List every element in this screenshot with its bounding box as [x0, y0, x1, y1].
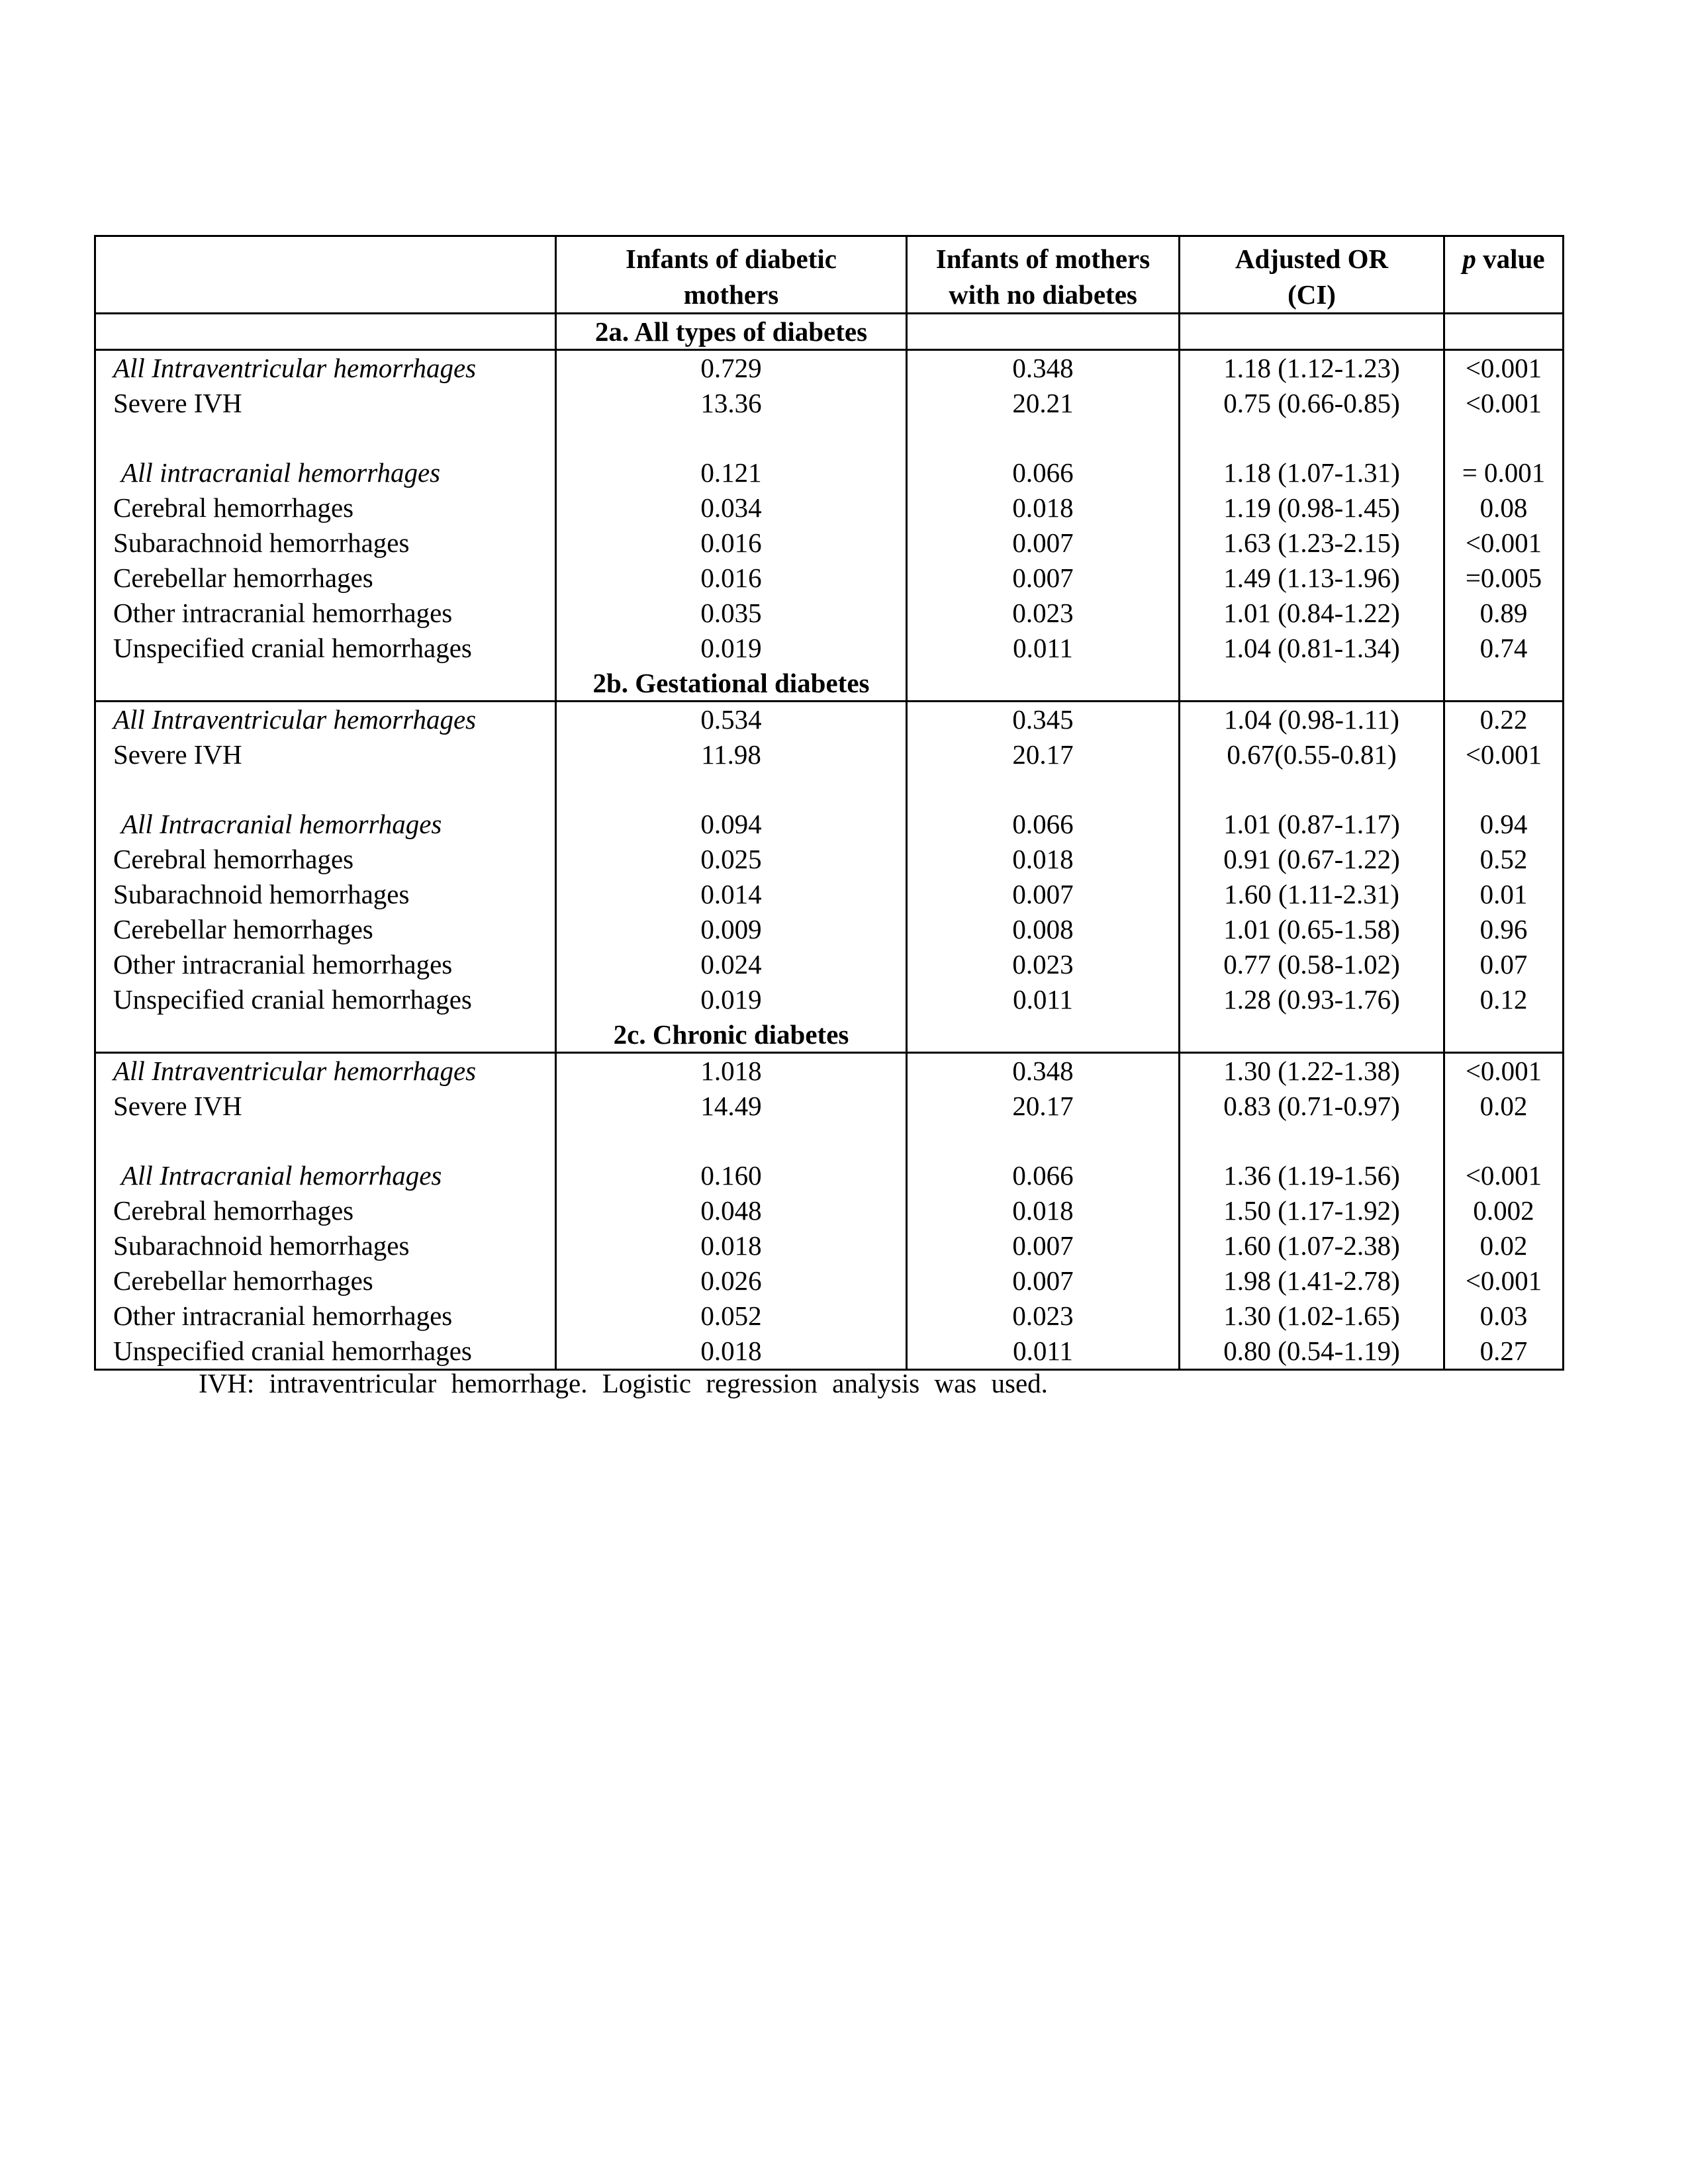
cell-no-diabetes: 0.011 — [907, 982, 1180, 1017]
row-label: All intracranial hemorrhages — [95, 455, 556, 490]
spacer-row — [95, 772, 1564, 807]
section-empty-cell — [907, 1017, 1180, 1053]
header-or-line1: Adjusted OR — [1235, 244, 1389, 274]
table-row — [95, 596, 1564, 631]
spacer-cell — [556, 772, 907, 807]
row-label: Severe IVH — [95, 386, 556, 421]
cell-p-value: <0.001 — [1444, 1158, 1564, 1193]
section-title: 2c. Chronic diabetes — [556, 1017, 907, 1053]
row-label: Cerebral hemorrhages — [95, 842, 556, 877]
cell-no-diabetes: 20.17 — [907, 1089, 1180, 1124]
cell-no-diabetes: 0.011 — [907, 631, 1180, 666]
section-header-row — [95, 314, 1564, 350]
cell-diabetic: 0.018 — [556, 1334, 907, 1370]
cell-adjusted-or: 1.63 (1.23-2.15) — [1180, 525, 1444, 561]
cell-no-diabetes: 0.007 — [907, 1228, 1180, 1263]
cell-no-diabetes: 0.018 — [907, 842, 1180, 877]
cell-diabetic: 0.019 — [556, 631, 907, 666]
cell-no-diabetes: 0.007 — [907, 561, 1180, 596]
header-p-italic: p — [1462, 244, 1476, 274]
row-label: Severe IVH — [95, 1089, 556, 1124]
cell-p-value: 0.89 — [1444, 596, 1564, 631]
section-header-row — [95, 1017, 1564, 1053]
cell-no-diabetes: 0.345 — [907, 702, 1180, 738]
cell-no-diabetes: 0.066 — [907, 455, 1180, 490]
row-label: Unspecified cranial hemorrhages — [95, 1334, 556, 1370]
cell-diabetic: 0.018 — [556, 1228, 907, 1263]
cell-diabetic: 0.026 — [556, 1263, 907, 1298]
table-row — [95, 947, 1564, 982]
row-label: Cerebral hemorrhages — [95, 490, 556, 525]
row-label: Subarachnoid hemorrhages — [95, 877, 556, 912]
header-diabetic-line1: Infants of diabetic — [626, 244, 837, 274]
cell-diabetic: 0.009 — [556, 912, 907, 947]
cell-adjusted-or: 0.91 (0.67-1.22) — [1180, 842, 1444, 877]
table-row — [95, 1089, 1564, 1124]
header-diabetic-mothers — [556, 236, 907, 314]
cell-no-diabetes: 0.007 — [907, 525, 1180, 561]
row-label: Unspecified cranial hemorrhages — [95, 982, 556, 1017]
cell-adjusted-or: 1.28 (0.93-1.76) — [1180, 982, 1444, 1017]
table-row — [95, 842, 1564, 877]
section-empty-cell — [907, 666, 1180, 702]
cell-adjusted-or: 0.80 (0.54-1.19) — [1180, 1334, 1444, 1370]
spacer-cell — [1444, 421, 1564, 455]
spacer-cell — [95, 1124, 556, 1158]
section-empty-cell — [1444, 314, 1564, 350]
cell-no-diabetes: 0.018 — [907, 1193, 1180, 1228]
cell-no-diabetes: 20.17 — [907, 737, 1180, 772]
cell-adjusted-or: 0.67(0.55-0.81) — [1180, 737, 1444, 772]
spacer-row — [95, 1124, 1564, 1158]
section-empty-cell — [95, 1017, 556, 1053]
table-row — [95, 1158, 1564, 1193]
cell-no-diabetes: 0.008 — [907, 912, 1180, 947]
cell-p-value: 0.74 — [1444, 631, 1564, 666]
cell-p-value: 0.12 — [1444, 982, 1564, 1017]
row-label: Subarachnoid hemorrhages — [95, 525, 556, 561]
spacer-cell — [1180, 772, 1444, 807]
table-row — [95, 1263, 1564, 1298]
table-row — [95, 702, 1564, 738]
cell-adjusted-or: 1.19 (0.98-1.45) — [1180, 490, 1444, 525]
table-row — [95, 350, 1564, 387]
row-label: Cerebellar hemorrhages — [95, 1263, 556, 1298]
cell-no-diabetes: 0.023 — [907, 947, 1180, 982]
row-label: All Intracranial hemorrhages — [95, 1158, 556, 1193]
row-label: Other intracranial hemorrhages — [95, 1298, 556, 1334]
cell-p-value: 0.002 — [1444, 1193, 1564, 1228]
table-row — [95, 807, 1564, 842]
cell-p-value: <0.001 — [1444, 386, 1564, 421]
spacer-cell — [1444, 1124, 1564, 1158]
cell-p-value: 0.07 — [1444, 947, 1564, 982]
spacer-cell — [95, 772, 556, 807]
cell-diabetic: 0.534 — [556, 702, 907, 738]
cell-no-diabetes: 0.066 — [907, 807, 1180, 842]
cell-p-value: <0.001 — [1444, 525, 1564, 561]
header-p-value — [1444, 236, 1564, 314]
cell-adjusted-or: 1.01 (0.84-1.22) — [1180, 596, 1444, 631]
spacer-cell — [1180, 1124, 1444, 1158]
section-empty-cell — [95, 314, 556, 350]
spacer-cell — [95, 421, 556, 455]
table-row — [95, 912, 1564, 947]
row-label: Cerebellar hemorrhages — [95, 561, 556, 596]
cell-diabetic: 0.016 — [556, 561, 907, 596]
table-row — [95, 455, 1564, 490]
cell-p-value: 0.94 — [1444, 807, 1564, 842]
cell-p-value: 0.96 — [1444, 912, 1564, 947]
cell-p-value: <0.001 — [1444, 737, 1564, 772]
header-no-diabetes-line2: with no diabetes — [949, 279, 1137, 310]
header-empty-cell — [95, 236, 556, 314]
spacer-row — [95, 421, 1564, 455]
spacer-cell — [556, 421, 907, 455]
header-diabetic-line2: mothers — [683, 279, 779, 310]
row-label: Other intracranial hemorrhages — [95, 596, 556, 631]
cell-adjusted-or: 1.04 (0.98-1.11) — [1180, 702, 1444, 738]
row-label: Other intracranial hemorrhages — [95, 947, 556, 982]
cell-p-value: 0.02 — [1444, 1228, 1564, 1263]
section-header-row — [95, 666, 1564, 702]
cell-diabetic: 0.014 — [556, 877, 907, 912]
spacer-cell — [1180, 421, 1444, 455]
cell-no-diabetes: 0.011 — [907, 1334, 1180, 1370]
section-empty-cell — [1444, 1017, 1564, 1053]
cell-no-diabetes: 0.066 — [907, 1158, 1180, 1193]
spacer-cell — [1444, 772, 1564, 807]
cell-diabetic: 0.729 — [556, 350, 907, 387]
section-empty-cell — [95, 666, 556, 702]
cell-adjusted-or: 1.18 (1.07-1.31) — [1180, 455, 1444, 490]
section-empty-cell — [907, 314, 1180, 350]
spacer-cell — [907, 1124, 1180, 1158]
cell-adjusted-or: 1.60 (1.07-2.38) — [1180, 1228, 1444, 1263]
section-title: 2b. Gestational diabetes — [556, 666, 907, 702]
row-label: Severe IVH — [95, 737, 556, 772]
cell-p-value: 0.02 — [1444, 1089, 1564, 1124]
cell-adjusted-or: 1.49 (1.13-1.96) — [1180, 561, 1444, 596]
spacer-cell — [556, 1124, 907, 1158]
cell-no-diabetes: 0.007 — [907, 1263, 1180, 1298]
cell-p-value: 0.03 — [1444, 1298, 1564, 1334]
section-empty-cell — [1180, 666, 1444, 702]
table-row — [95, 1334, 1564, 1370]
cell-p-value: <0.001 — [1444, 1263, 1564, 1298]
results-table — [94, 235, 1564, 1371]
table-row — [95, 561, 1564, 596]
cell-no-diabetes: 0.018 — [907, 490, 1180, 525]
cell-no-diabetes: 0.023 — [907, 1298, 1180, 1334]
table-row — [95, 877, 1564, 912]
section-empty-cell — [1444, 666, 1564, 702]
cell-adjusted-or: 1.18 (1.12-1.23) — [1180, 350, 1444, 387]
table-row — [95, 386, 1564, 421]
header-adjusted-or — [1180, 236, 1444, 314]
cell-diabetic: 0.019 — [556, 982, 907, 1017]
table-row — [95, 525, 1564, 561]
spacer-cell — [907, 772, 1180, 807]
section-title: 2a. All types of diabetes — [556, 314, 907, 350]
table-row — [95, 631, 1564, 666]
section-empty-cell — [1180, 1017, 1444, 1053]
cell-p-value: <0.001 — [1444, 350, 1564, 387]
cell-diabetic: 1.018 — [556, 1053, 907, 1089]
cell-adjusted-or: 1.01 (0.87-1.17) — [1180, 807, 1444, 842]
spacer-cell — [907, 421, 1180, 455]
cell-adjusted-or: 1.98 (1.41-2.78) — [1180, 1263, 1444, 1298]
header-no-diabetes-line1: Infants of mothers — [935, 244, 1150, 274]
table-row — [95, 1053, 1564, 1089]
table-header-row — [95, 236, 1564, 314]
cell-diabetic: 0.052 — [556, 1298, 907, 1334]
table-row — [95, 1228, 1564, 1263]
cell-p-value: 0.27 — [1444, 1334, 1564, 1370]
cell-p-value: <0.001 — [1444, 1053, 1564, 1089]
cell-adjusted-or: 1.30 (1.22-1.38) — [1180, 1053, 1444, 1089]
cell-diabetic: 11.98 — [556, 737, 907, 772]
cell-adjusted-or: 1.01 (0.65-1.58) — [1180, 912, 1444, 947]
cell-adjusted-or: 1.30 (1.02-1.65) — [1180, 1298, 1444, 1334]
cell-no-diabetes: 0.348 — [907, 350, 1180, 387]
cell-p-value: 0.08 — [1444, 490, 1564, 525]
row-label: Unspecified cranial hemorrhages — [95, 631, 556, 666]
table-footnote: IVH: intraventricular hemorrhage. Logistic regression analysis was used. — [199, 1368, 1048, 1398]
cell-p-value: =0.005 — [1444, 561, 1564, 596]
section-empty-cell — [1180, 314, 1444, 350]
cell-adjusted-or: 1.60 (1.11-2.31) — [1180, 877, 1444, 912]
cell-p-value: = 0.001 — [1444, 455, 1564, 490]
cell-diabetic: 0.048 — [556, 1193, 907, 1228]
cell-adjusted-or: 0.77 (0.58-1.02) — [1180, 947, 1444, 982]
cell-p-value: 0.52 — [1444, 842, 1564, 877]
table-row — [95, 1193, 1564, 1228]
cell-diabetic: 0.025 — [556, 842, 907, 877]
row-label: All Intracranial hemorrhages — [95, 807, 556, 842]
cell-adjusted-or: 1.04 (0.81-1.34) — [1180, 631, 1444, 666]
cell-diabetic: 14.49 — [556, 1089, 907, 1124]
row-label: Cerebellar hemorrhages — [95, 912, 556, 947]
table-row — [95, 982, 1564, 1017]
cell-diabetic: 0.016 — [556, 525, 907, 561]
cell-adjusted-or: 0.75 (0.66-0.85) — [1180, 386, 1444, 421]
cell-diabetic: 13.36 — [556, 386, 907, 421]
cell-no-diabetes: 0.348 — [907, 1053, 1180, 1089]
table-row — [95, 490, 1564, 525]
cell-diabetic: 0.035 — [556, 596, 907, 631]
cell-adjusted-or: 0.83 (0.71-0.97) — [1180, 1089, 1444, 1124]
cell-diabetic: 0.160 — [556, 1158, 907, 1193]
row-label: All Intraventricular hemorrhages — [95, 1053, 556, 1089]
cell-p-value: 0.01 — [1444, 877, 1564, 912]
cell-diabetic: 0.034 — [556, 490, 907, 525]
cell-p-value: 0.22 — [1444, 702, 1564, 738]
row-label: All Intraventricular hemorrhages — [95, 350, 556, 387]
header-or-line2: (CI) — [1288, 279, 1336, 310]
cell-no-diabetes: 20.21 — [907, 386, 1180, 421]
table-row — [95, 737, 1564, 772]
cell-diabetic: 0.024 — [556, 947, 907, 982]
cell-no-diabetes: 0.007 — [907, 877, 1180, 912]
header-p-rest: value — [1476, 244, 1545, 274]
cell-adjusted-or: 1.36 (1.19-1.56) — [1180, 1158, 1444, 1193]
row-label: Subarachnoid hemorrhages — [95, 1228, 556, 1263]
cell-adjusted-or: 1.50 (1.17-1.92) — [1180, 1193, 1444, 1228]
cell-diabetic: 0.094 — [556, 807, 907, 842]
cell-no-diabetes: 0.023 — [907, 596, 1180, 631]
cell-diabetic: 0.121 — [556, 455, 907, 490]
row-label: Cerebral hemorrhages — [95, 1193, 556, 1228]
table-row — [95, 1298, 1564, 1334]
results-table-container — [94, 235, 1562, 1371]
row-label: All Intraventricular hemorrhages — [95, 702, 556, 738]
header-no-diabetes — [907, 236, 1180, 314]
